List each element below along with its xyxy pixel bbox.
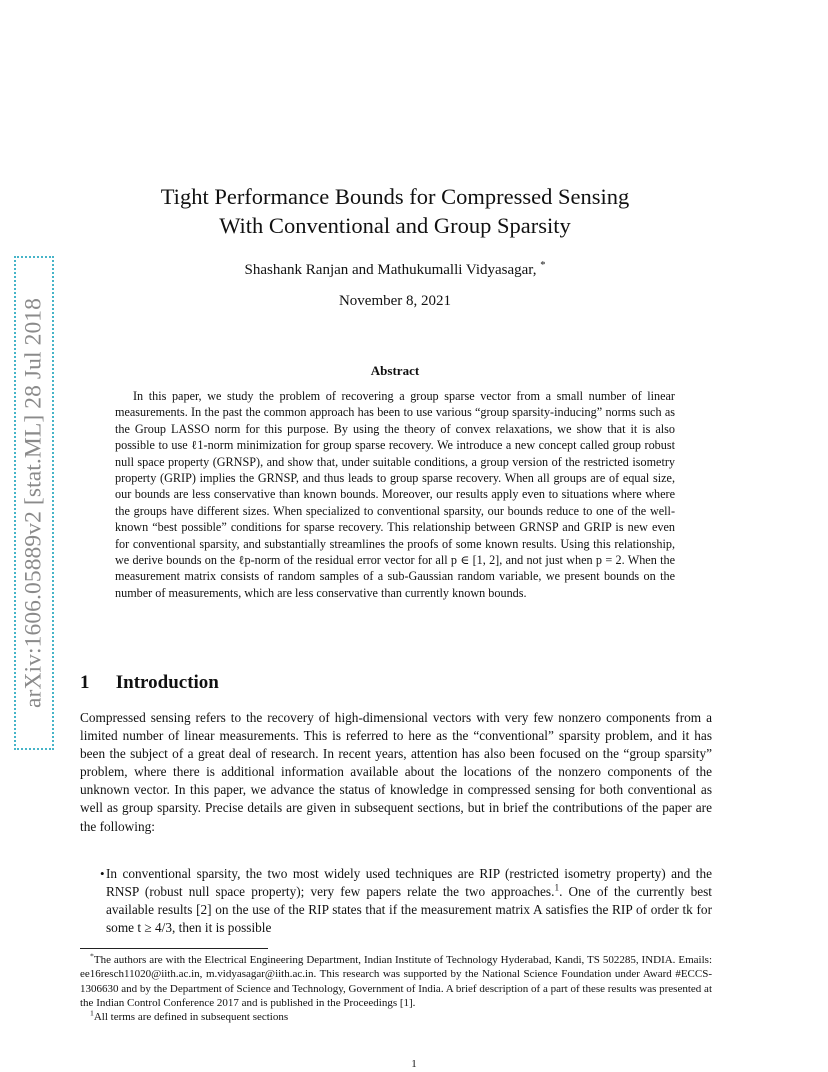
author-names: Shashank Ranjan and Mathukumalli Vidyasagar, [244,262,537,278]
section-number: 1 [80,672,90,693]
abstract-text: In this paper, we study the problem of recovering a group sparse vector from a small number of linear measurements. In the past the common approach has been to use various “group sparsity-inducing” norms such as the Group LASSO norm for this purpose. By using the theory of convex relaxations, we show that it is also possible to use ℓ1-norm minimization for group sparse recovery. We introduce a new concept called group robust null space property (GRNSP), and show that, under suitable conditions, a group version of the restricted isometry property (GRIP) implies the GRNSP, and thus leads to group sparse recovery. When all groups are of equal size, our bounds are less conservative than known bounds. Moreover, our results apply even to situations where where the groups have different sizes. When specialized to conventional sparsity, our bounds reduce to one of the well-known “best possible” conditions for sparse recovery. This relationship between GRNSP and GRIP is new even for conventional sparsity, and substantially streamlines the proofs of some known results. Using this relationship, we derive bounds on the ℓp-norm of the residual error vector for all p ∈ [1, 2], and not just when p = 2. When the measurement matrix consists of random samples of a sub-Gaussian random variable, we present bounds on the number of measurements, which are less conservative than currently known bounds. [115,389,675,600]
footnote-divider [80,948,268,949]
paper-title-line-2: With Conventional and Group Sparsity [219,213,571,238]
arxiv-identifier: arXiv:1606.05889v2 [stat.ML] 28 Jul 2018 [20,298,47,708]
footnote-1 [80,1010,712,1024]
contribution-text-part-1: In conventional sparsity, the two most widely used techniques are RIP (restricted isometry property) and the RNSP (robust null space property); very few papers relate the two approaches. [106,866,712,900]
contribution-text-part-2: . One of the currently best available results [2] on the use of the RIP states that if the measurement matrix A satisfies the RIP of order tk for some t ≥ 4/3, then it is possible [106,884,712,936]
section-heading-introduction [80,672,219,694]
paper-title [80,182,710,240]
paper-title-line-1: Tight Performance Bounds for Compressed Sensing [160,184,630,209]
footnote-mark-1: 1 [554,883,560,894]
contribution-item [80,865,712,937]
author-footnote-mark: * [540,260,546,271]
paper-date: November 8, 2021 [338,293,452,309]
section-title: Introduction [115,672,219,693]
footnotes [80,953,712,1024]
footnote-affiliation [80,953,712,1010]
bullet-icon: • [100,866,105,881]
paper-authors [80,260,710,280]
footnote-1-text: All terms are defined in subsequent sections [93,1011,289,1024]
page-number: 1 [411,1058,417,1070]
contribution-list [80,865,712,937]
abstract-heading: Abstract [370,363,420,378]
footnote-affiliation-text: The authors are with the Electrical Engineering Department, Indian Institute of Technology Hyderabad, Kandi, TS 502285, INDIA. Emails: ee16resch11020@iith.ac.in, m.vidyasagar@iith.ac.in. This research was supported by the National Science Foundation under Award #ECCS-1306630 and by the Department of Science and Technology, Government of India. A brief description of a part of these results was presented at the Indian Control Conference 2017 and is published in the Proceedings [1]. [80,954,712,1009]
intro-paragraph: Compressed sensing refers to the recovery of high-dimensional vectors with very few nonzero components from a limited number of linear measurements. This is referred to here as the “conventional” sparsity problem, and it has been the subject of a great deal of research. In recent years, attention has also been focused on the “group sparsity” problem, where there is additional information available about the locations of the nonzero components of the unknown vector. In this paper, we advance the status of knowledge in compressed sensing for both conventional as well as group sparsity. Precise details are given in subsequent sections, but in brief the contributions of the paper are the following: [80,710,712,834]
arxiv-stamp [14,256,54,750]
footnote-star-mark: * [90,951,94,961]
footnote-1-mark: 1 [90,1008,94,1018]
